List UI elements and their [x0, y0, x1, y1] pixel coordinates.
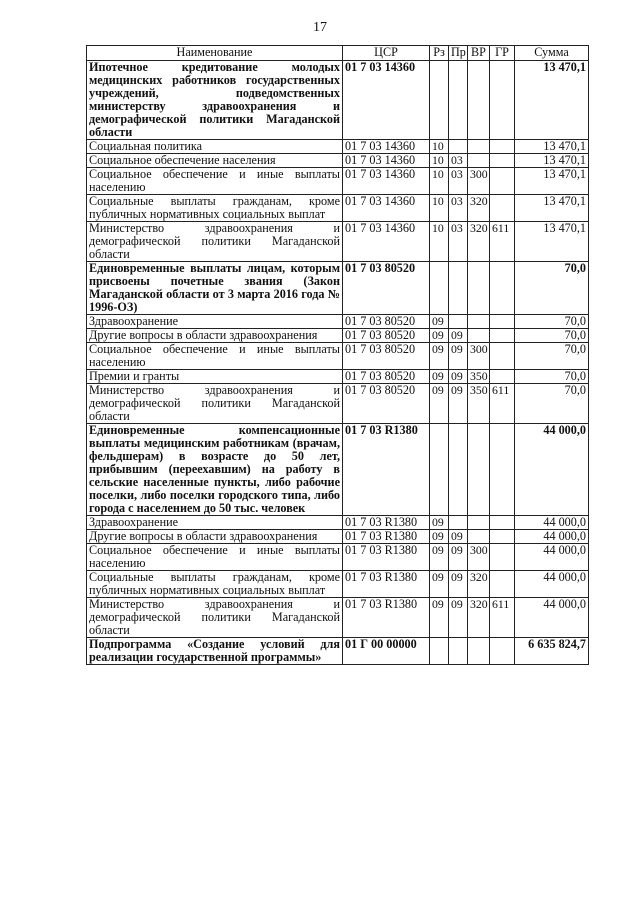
cell-name: Социальное обеспечение населения — [87, 154, 343, 168]
cell-pr — [449, 424, 468, 516]
cell-sum: 13 470,1 — [515, 61, 589, 140]
cell-gr — [490, 370, 515, 384]
cell-pr: 09 — [449, 370, 468, 384]
cell-gr — [490, 571, 515, 598]
cell-sum: 13 470,1 — [515, 195, 589, 222]
cell-rz — [430, 424, 449, 516]
table-row — [87, 168, 589, 195]
cell-gr: 611 — [490, 222, 515, 262]
table-row — [87, 315, 589, 329]
cell-name: Социальное обеспечение и иные выплаты населению — [87, 168, 343, 195]
cell-vr — [468, 530, 490, 544]
table-row — [87, 222, 589, 262]
cell-pr — [449, 315, 468, 329]
cell-rz — [430, 638, 449, 665]
cell-csr: 01 7 03 R1380 — [343, 571, 430, 598]
cell-vr: 320 — [468, 598, 490, 638]
table-row — [87, 61, 589, 140]
cell-sum: 13 470,1 — [515, 154, 589, 168]
cell-vr: 350 — [468, 384, 490, 424]
header-rz: Рз — [430, 46, 449, 61]
cell-vr — [468, 424, 490, 516]
table-row — [87, 638, 589, 665]
cell-pr — [449, 638, 468, 665]
cell-pr: 09 — [449, 571, 468, 598]
cell-csr: 01 7 03 14360 — [343, 140, 430, 154]
table-row — [87, 598, 589, 638]
cell-gr — [490, 315, 515, 329]
cell-pr: 09 — [449, 530, 468, 544]
cell-sum: 70,0 — [515, 329, 589, 343]
cell-pr: 09 — [449, 384, 468, 424]
cell-name: Премии и гранты — [87, 370, 343, 384]
cell-gr — [490, 329, 515, 343]
cell-gr — [490, 262, 515, 315]
table-row — [87, 571, 589, 598]
page-number: 17 — [313, 20, 327, 35]
cell-pr — [449, 140, 468, 154]
cell-csr: 01 7 03 R1380 — [343, 598, 430, 638]
cell-rz: 09 — [430, 516, 449, 530]
cell-rz: 09 — [430, 544, 449, 571]
cell-sum: 13 470,1 — [515, 222, 589, 262]
cell-vr: 320 — [468, 195, 490, 222]
cell-csr: 01 7 03 80520 — [343, 343, 430, 370]
table-row — [87, 195, 589, 222]
cell-sum: 44 000,0 — [515, 571, 589, 598]
table-row — [87, 262, 589, 315]
header-pr: Пр — [449, 46, 468, 61]
cell-vr — [468, 329, 490, 343]
cell-pr — [449, 262, 468, 315]
cell-name: Единовременные выплаты лицам, которым присвоены почетные звания (Закон Магаданской области от 3 марта 2016 года № 1996-ОЗ) — [87, 262, 343, 315]
budget-table — [86, 45, 589, 665]
header-name: Наименование — [87, 46, 343, 61]
cell-vr: 300 — [468, 168, 490, 195]
cell-vr: 320 — [468, 571, 490, 598]
cell-csr: 01 7 03 80520 — [343, 384, 430, 424]
cell-gr — [490, 516, 515, 530]
cell-rz — [430, 262, 449, 315]
cell-rz: 10 — [430, 140, 449, 154]
table-row — [87, 370, 589, 384]
cell-name: Министерство здравоохранения и демографической политики Магаданской области — [87, 222, 343, 262]
cell-gr: 611 — [490, 384, 515, 424]
cell-csr: 01 7 03 80520 — [343, 315, 430, 329]
cell-rz: 10 — [430, 195, 449, 222]
cell-vr — [468, 262, 490, 315]
cell-gr — [490, 530, 515, 544]
cell-rz: 09 — [430, 370, 449, 384]
header-sum: Сумма — [515, 46, 589, 61]
cell-pr: 09 — [449, 329, 468, 343]
cell-sum: 44 000,0 — [515, 530, 589, 544]
cell-vr — [468, 638, 490, 665]
cell-csr: 01 7 03 80520 — [343, 329, 430, 343]
cell-csr: 01 7 03 80520 — [343, 370, 430, 384]
cell-csr: 01 7 03 14360 — [343, 195, 430, 222]
cell-sum: 70,0 — [515, 370, 589, 384]
cell-rz — [430, 61, 449, 140]
cell-rz: 10 — [430, 168, 449, 195]
cell-sum: 44 000,0 — [515, 544, 589, 571]
cell-vr: 300 — [468, 343, 490, 370]
cell-vr: 350 — [468, 370, 490, 384]
cell-pr — [449, 61, 468, 140]
cell-gr — [490, 168, 515, 195]
table-row — [87, 154, 589, 168]
cell-csr: 01 Г 00 00000 — [343, 638, 430, 665]
cell-gr — [490, 154, 515, 168]
cell-csr: 01 7 03 R1380 — [343, 516, 430, 530]
cell-pr: 03 — [449, 222, 468, 262]
cell-rz: 09 — [430, 329, 449, 343]
cell-pr: 03 — [449, 195, 468, 222]
table-row — [87, 516, 589, 530]
cell-vr — [468, 61, 490, 140]
cell-rz: 09 — [430, 530, 449, 544]
cell-sum: 44 000,0 — [515, 424, 589, 516]
table-row — [87, 424, 589, 516]
cell-vr — [468, 154, 490, 168]
table-body — [87, 61, 589, 665]
table-row — [87, 530, 589, 544]
cell-name: Здравоохранение — [87, 315, 343, 329]
cell-csr: 01 7 03 R1380 — [343, 530, 430, 544]
cell-vr — [468, 516, 490, 530]
cell-rz: 10 — [430, 154, 449, 168]
cell-csr: 01 7 03 14360 — [343, 168, 430, 195]
cell-pr: 09 — [449, 343, 468, 370]
cell-sum: 70,0 — [515, 315, 589, 329]
table-row — [87, 384, 589, 424]
cell-vr — [468, 315, 490, 329]
cell-gr — [490, 638, 515, 665]
header-csr: ЦСР — [343, 46, 430, 61]
header-gr: ГР — [490, 46, 515, 61]
cell-gr — [490, 61, 515, 140]
cell-name: Другие вопросы в области здравоохранения — [87, 530, 343, 544]
cell-name: Социальные выплаты гражданам, кроме публичных нормативных социальных выплат — [87, 571, 343, 598]
cell-name: Социальная политика — [87, 140, 343, 154]
cell-sum: 70,0 — [515, 262, 589, 315]
cell-rz: 09 — [430, 571, 449, 598]
cell-vr — [468, 140, 490, 154]
cell-vr: 320 — [468, 222, 490, 262]
cell-csr: 01 7 03 80520 — [343, 262, 430, 315]
cell-name: Единовременные компенсационные выплаты медицинским работникам (врачам, фельдшерам) в возрасте до 50 лет, прибывшим (переехавшим) на работу в сельские населенные пункты, либо рабочие поселки, либо поселки городского типа, либо города с населением до 50 тыс. человек — [87, 424, 343, 516]
cell-name: Другие вопросы в области здравоохранения — [87, 329, 343, 343]
cell-rz: 09 — [430, 384, 449, 424]
cell-csr: 01 7 03 14360 — [343, 61, 430, 140]
cell-name: Социальные выплаты гражданам, кроме публичных нормативных социальных выплат — [87, 195, 343, 222]
cell-rz: 10 — [430, 222, 449, 262]
cell-gr — [490, 140, 515, 154]
cell-sum: 44 000,0 — [515, 516, 589, 530]
cell-csr: 01 7 03 R1380 — [343, 424, 430, 516]
cell-name: Здравоохранение — [87, 516, 343, 530]
cell-gr: 611 — [490, 598, 515, 638]
cell-csr: 01 7 03 14360 — [343, 154, 430, 168]
cell-sum: 70,0 — [515, 384, 589, 424]
cell-gr — [490, 424, 515, 516]
cell-rz: 09 — [430, 598, 449, 638]
cell-pr: 03 — [449, 154, 468, 168]
cell-csr: 01 7 03 14360 — [343, 222, 430, 262]
cell-csr: 01 7 03 R1380 — [343, 544, 430, 571]
cell-pr: 09 — [449, 598, 468, 638]
cell-name: Подпрограмма «Создание условий для реализации государственной программы» — [87, 638, 343, 665]
table-row — [87, 329, 589, 343]
cell-rz: 09 — [430, 315, 449, 329]
cell-rz: 09 — [430, 343, 449, 370]
cell-sum: 13 470,1 — [515, 168, 589, 195]
cell-pr — [449, 516, 468, 530]
table-header — [87, 46, 589, 61]
cell-pr: 03 — [449, 168, 468, 195]
cell-name: Министерство здравоохранения и демографической политики Магаданской области — [87, 384, 343, 424]
cell-sum: 13 470,1 — [515, 140, 589, 154]
table-row — [87, 343, 589, 370]
cell-vr: 300 — [468, 544, 490, 571]
cell-sum: 44 000,0 — [515, 598, 589, 638]
header-vr: ВР — [468, 46, 490, 61]
cell-name: Ипотечное кредитование молодых медицинских работников государственных учреждений, подведомственных министерству здравоохранения и демографической политики Магаданской области — [87, 61, 343, 140]
cell-gr — [490, 544, 515, 571]
cell-pr: 09 — [449, 544, 468, 571]
cell-name: Социальное обеспечение и иные выплаты населению — [87, 343, 343, 370]
table-row — [87, 140, 589, 154]
cell-name: Социальное обеспечение и иные выплаты населению — [87, 544, 343, 571]
cell-name: Министерство здравоохранения и демографической политики Магаданской области — [87, 598, 343, 638]
cell-sum: 6 635 824,7 — [515, 638, 589, 665]
table-row — [87, 544, 589, 571]
cell-gr — [490, 195, 515, 222]
cell-sum: 70,0 — [515, 343, 589, 370]
cell-gr — [490, 343, 515, 370]
